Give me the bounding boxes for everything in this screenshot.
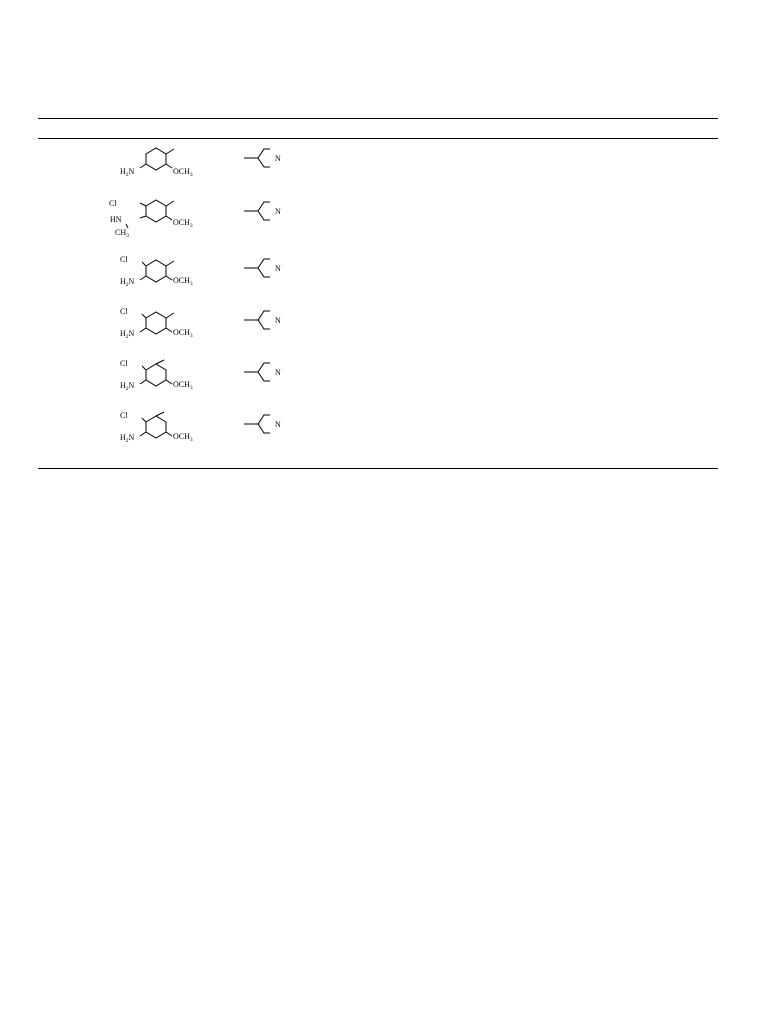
piperidine-ring <box>258 415 270 433</box>
amine-label: $H_2N$ <box>120 329 135 340</box>
aniline-structure-drawing <box>104 356 214 406</box>
aniline-structure-drawing <box>104 142 214 192</box>
aniline-structure <box>104 252 214 302</box>
methyl-bond <box>166 261 174 266</box>
aniline-structure <box>104 196 214 246</box>
benzene-ring <box>146 200 166 222</box>
piperidine-nitrogen-label: N <box>275 154 281 163</box>
aniline-structure <box>104 356 214 406</box>
methyl-bond <box>166 201 174 206</box>
piperidine-ring <box>258 311 270 329</box>
benzene-ring <box>146 148 166 170</box>
chloro-bond <box>140 203 146 206</box>
aniline-structure-drawing <box>104 252 214 302</box>
piperidine-nitrogen-label: N <box>275 207 281 216</box>
benzene-ring <box>146 260 166 282</box>
benzene-ring <box>146 416 166 438</box>
methyl-bond <box>166 149 174 154</box>
piperidine-nitrogen-label: N <box>275 420 281 429</box>
methyl-bond <box>156 412 164 416</box>
amine-label: $H_2N$ <box>120 381 135 392</box>
chloro-bond <box>142 314 146 318</box>
amine-bond <box>140 380 146 384</box>
aniline-structure-drawing <box>104 408 214 458</box>
piperidine-structure <box>240 356 300 406</box>
table-row <box>38 196 718 246</box>
methoxy-label: $OCH_3$ <box>173 276 193 287</box>
methoxy-label: $OCH_3$ <box>173 432 193 443</box>
amine-label: $H_2N$ <box>120 277 135 288</box>
aniline-structure <box>104 142 214 192</box>
methoxy-bond <box>166 380 172 384</box>
amine-label: $H_2N$ <box>120 167 135 178</box>
methoxy-bond <box>166 164 172 168</box>
piperidine-structure-drawing <box>240 356 300 406</box>
n-methyl-label: $CH_3$ <box>115 228 129 239</box>
piperidine-structure-drawing <box>240 142 300 192</box>
aniline-structure <box>104 304 214 354</box>
table-row <box>38 408 718 458</box>
piperidine-structure <box>240 304 300 354</box>
chloro-label: Cl <box>120 255 128 264</box>
amine-bond <box>140 164 146 168</box>
methoxy-bond <box>166 328 172 332</box>
table-row <box>38 252 718 302</box>
piperidine-ring <box>258 363 270 381</box>
methoxy-label: $OCH_3$ <box>173 167 193 178</box>
methoxy-label: $OCH_3$ <box>173 328 193 339</box>
table-top-rule <box>38 118 718 119</box>
methoxy-bond <box>166 216 172 220</box>
chloro-bond <box>142 262 146 266</box>
methoxy-label: $OCH_3$ <box>173 380 193 391</box>
piperidine-nitrogen-label: N <box>275 316 281 325</box>
methoxy-bond <box>166 276 172 280</box>
piperidine-ring <box>258 202 270 220</box>
methyl-bond <box>156 360 164 364</box>
benzene-ring <box>146 312 166 334</box>
piperidine-structure <box>240 252 300 302</box>
aniline-structure <box>104 408 214 458</box>
chloro-bond <box>142 366 146 370</box>
piperidine-structure-drawing <box>240 408 300 458</box>
table-header-rule <box>38 138 718 139</box>
piperidine-structure <box>240 142 300 192</box>
chloro-label: Cl <box>109 199 117 208</box>
amine-label: HN <box>110 215 122 224</box>
amine-bond <box>140 216 146 218</box>
chloro-label: Cl <box>120 307 128 316</box>
piperidine-structure-drawing <box>240 196 300 246</box>
amine-bond <box>140 328 146 332</box>
piperidine-structure-drawing <box>240 304 300 354</box>
piperidine-structure-drawing <box>240 252 300 302</box>
benzene-ring <box>146 364 166 386</box>
aniline-structure-drawing <box>104 304 214 354</box>
methyl-bond <box>166 313 174 318</box>
table-row <box>38 142 718 192</box>
chloro-bond <box>142 418 146 422</box>
amine-bond <box>140 276 146 280</box>
amine-bond <box>140 432 146 436</box>
amine-label: $H_2N$ <box>120 433 135 444</box>
piperidine-ring <box>258 149 270 167</box>
methoxy-bond <box>166 432 172 436</box>
piperidine-nitrogen-label: N <box>275 368 281 377</box>
n-methyl-bond <box>126 224 128 228</box>
methoxy-label: $OCH_3$ <box>173 218 193 229</box>
table-row <box>38 356 718 406</box>
piperidine-structure <box>240 196 300 246</box>
chloro-label: Cl <box>120 411 128 420</box>
aniline-structure-drawing <box>104 196 214 246</box>
chloro-label: Cl <box>120 359 128 368</box>
piperidine-ring <box>258 259 270 277</box>
piperidine-nitrogen-label: N <box>275 264 281 273</box>
piperidine-structure <box>240 408 300 458</box>
table-bottom-rule <box>38 468 718 469</box>
table-row <box>38 304 718 354</box>
